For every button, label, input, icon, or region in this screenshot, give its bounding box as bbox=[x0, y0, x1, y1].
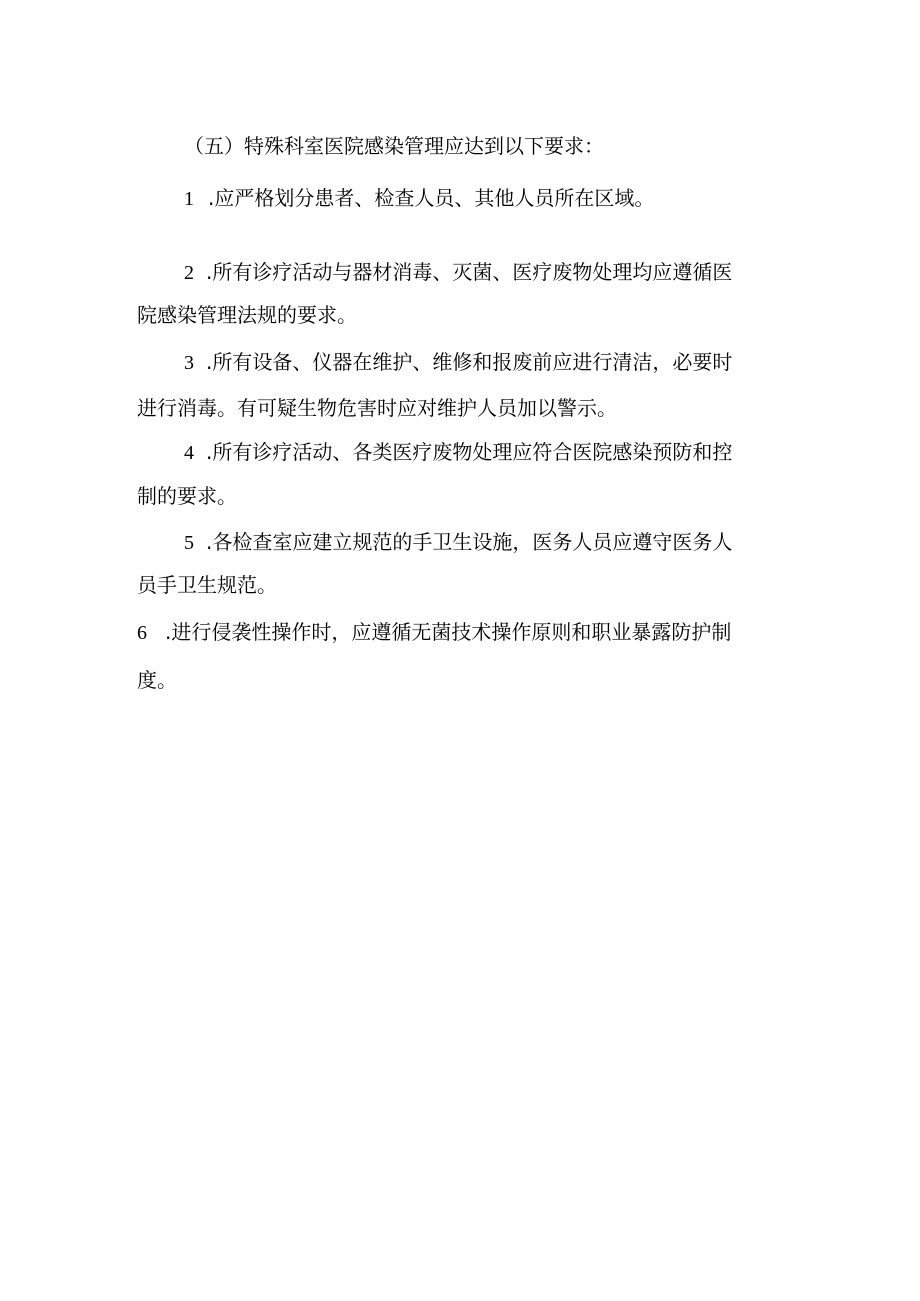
item-text: 应严格划分患者、检查人员、其他人员所在区域。 bbox=[214, 186, 655, 210]
item-number: 4 bbox=[184, 442, 194, 464]
item-text: 所有设备、仪器在维护、维修和报废前应进行清洁，必要时 bbox=[212, 350, 733, 374]
list-item-3: 3 .所有设备、仪器在维护、维修和报废前应进行清洁，必要时 bbox=[184, 350, 733, 374]
list-item-2: 2 .所有诊疗活动与器材消毒、灭菌、医疗废物处理均应遵循医 bbox=[184, 260, 733, 284]
item-text: 进行侵袭性操作时，应遵循无菌技术操作原则和职业暴露防护制 bbox=[171, 620, 732, 644]
item-text: 各检查室应建立规范的手卫生设施，医务人员应遵守医务人 bbox=[212, 530, 733, 554]
item-text: 所有诊疗活动、各类医疗废物处理应符合医院感染预防和控 bbox=[212, 440, 733, 464]
list-item-1: 1 .应严格划分患者、检查人员、其他人员所在区域。 bbox=[184, 186, 655, 210]
list-item-2-continuation: 院感染管理法规的要求。 bbox=[137, 303, 357, 327]
item-number: 3 bbox=[184, 352, 194, 374]
list-item-4-continuation: 制的要求。 bbox=[137, 484, 237, 508]
section-heading: （五）特殊科室医院感染管理应达到以下要求： bbox=[184, 134, 604, 158]
list-item-5: 5 .各检查室应建立规范的手卫生设施，医务人员应遵守医务人 bbox=[184, 530, 733, 554]
list-item-5-continuation: 员手卫生规范。 bbox=[137, 573, 277, 597]
item-text: 所有诊疗活动与器材消毒、灭菌、医疗废物处理均应遵循医 bbox=[212, 260, 733, 284]
list-item-6-continuation: 度。 bbox=[137, 668, 177, 692]
item-number: 5 bbox=[184, 532, 194, 554]
item-number: 1 bbox=[184, 188, 194, 210]
item-number: 6 bbox=[137, 622, 147, 644]
list-item-3-continuation: 进行消毒。有可疑生物危害时应对维护人员加以警示。 bbox=[137, 396, 617, 420]
list-item-6: 6 .进行侵袭性操作时，应遵循无菌技术操作原则和职业暴露防护制 bbox=[137, 620, 732, 644]
item-number: 2 bbox=[184, 262, 194, 284]
list-item-4: 4 .所有诊疗活动、各类医疗废物处理应符合医院感染预防和控 bbox=[184, 440, 733, 464]
